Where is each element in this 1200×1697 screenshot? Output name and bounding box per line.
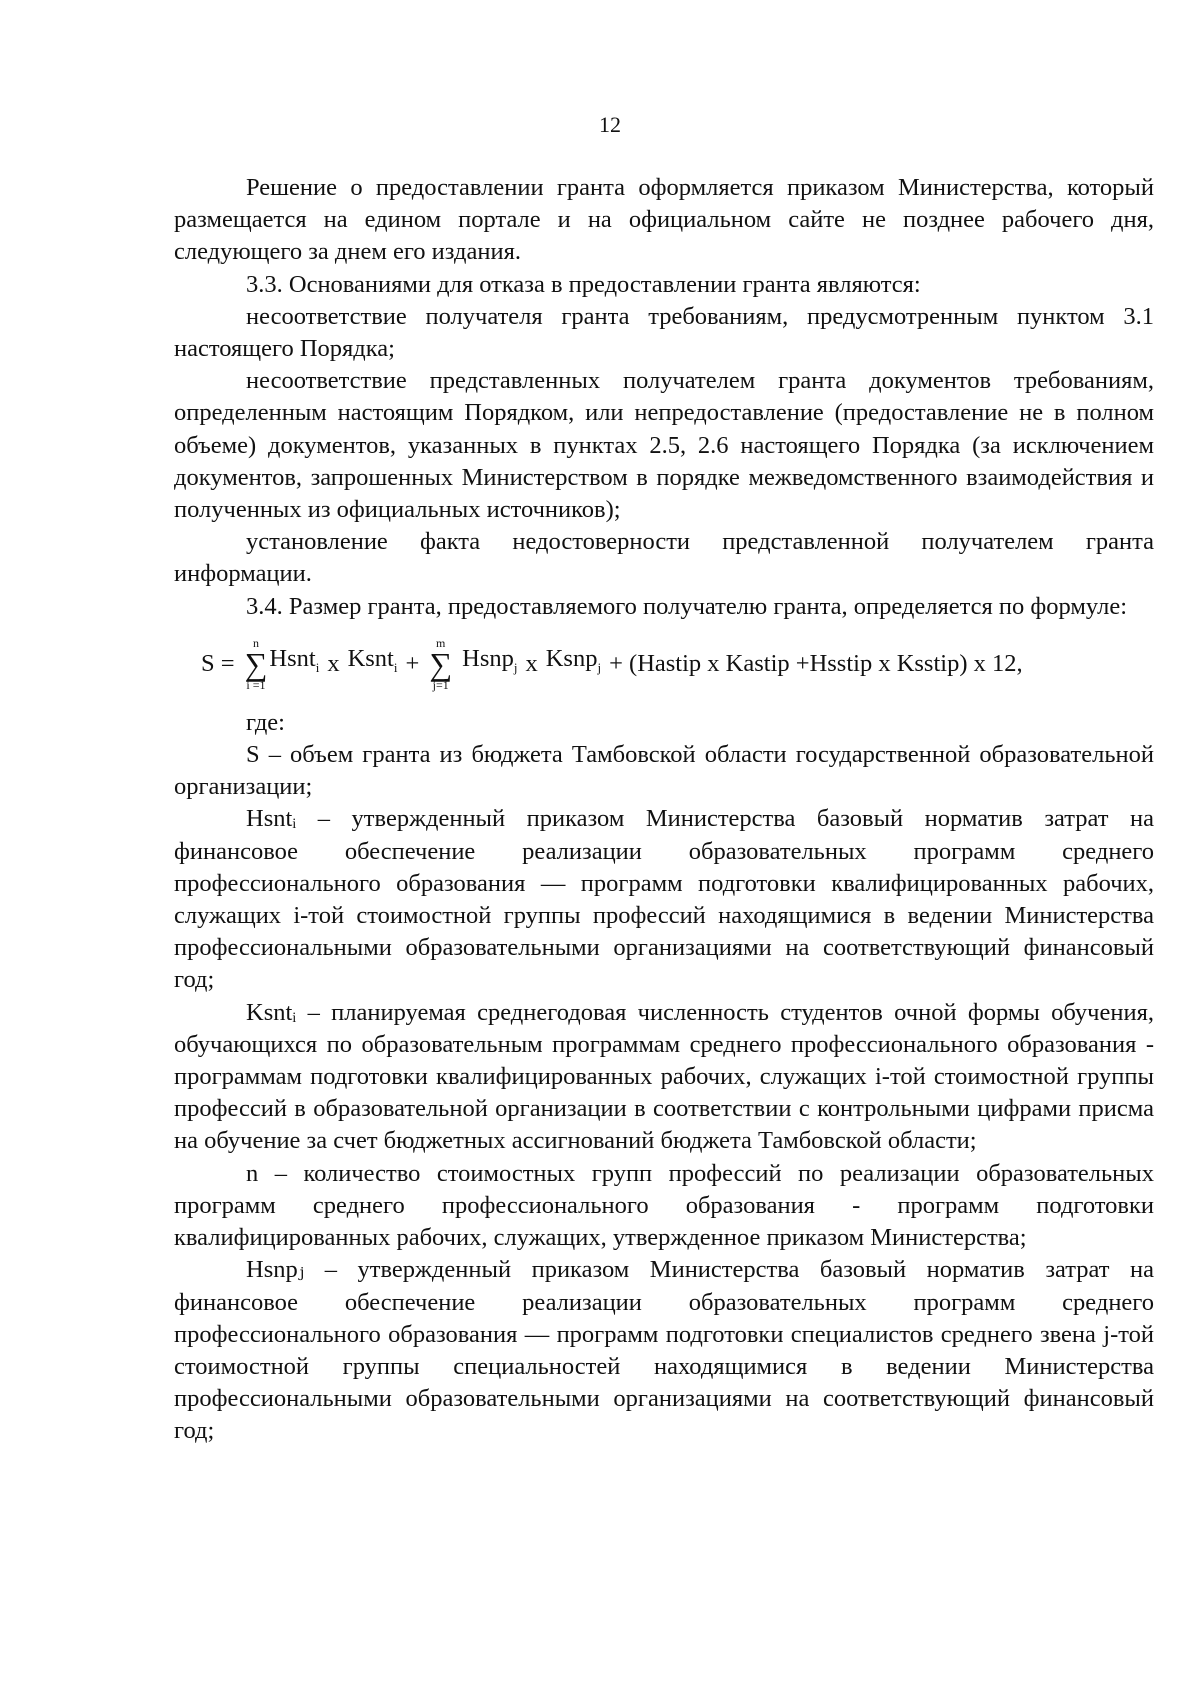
term-hsnp: Hsnp$_j$ bbox=[462, 645, 518, 676]
definition-hsnp: Hsnpⱼ – утвержденный приказом Министерства базовый норматив затрат на финансовое обеспечение реализации образовательных программ среднего профессионального образования — программ подготовки специалистов среднего звена j-той стоимостной группы специальностей находящимися в ведении Министерства профессиональными образовательными организациями на соответствующий финансовый год; bbox=[174, 1256, 1154, 1445]
times-sign: x bbox=[327, 649, 340, 677]
sum-lower-limit: i =1 bbox=[246, 677, 266, 692]
page-number: 12 bbox=[599, 112, 621, 137]
definition-s: S – объем гранта из бюджета Тамбовской области государственной образовательной организации; bbox=[174, 741, 1154, 801]
sigma-symbol: ∑ bbox=[429, 645, 453, 682]
term-ksnt: Ksnt$_i$ bbox=[347, 645, 398, 676]
definition-hsnt: Hsntᵢ – утвержденный приказом Министерства базовый норматив затрат на финансовое обеспечение реализации образовательных программ среднего профессионального образования — программ подготовки квалифицированных рабочих, служащих i-той стоимостной группы профессий находящимися в ведении Министерства профессиональными образовательными организациями на соответствующий финансовый год; bbox=[174, 805, 1154, 994]
paragraph-3-3-heading: 3.3. Основаниями для отказа в предоставлении гранта являются: bbox=[246, 270, 921, 298]
definition-n: n – количество стоимостных групп профессий по реализации образовательных программ среднего профессионального образования - программ подготовки квалифицированных рабочих, служащих, утвержденное приказом Министерства; bbox=[174, 1159, 1154, 1252]
sigma-symbol: ∑ bbox=[244, 645, 268, 682]
term-hsnt: Hsnt$_i$ bbox=[269, 645, 320, 676]
paragraph-refusal-reason-2: несоответствие представленных получателем гранта документов требованиям, определенным настоящим Порядком, или непредоставление (предоставление не в полном объеме) документов, указанных в пунктах 2.5, 2.6 настоящего Порядка (за исключением документов, запрошенных Министерством в порядке межведомственного взаимодействия и полученных из официальных источников); bbox=[174, 367, 1154, 524]
summation-j bbox=[429, 637, 452, 691]
summation-i bbox=[245, 637, 268, 691]
document-body bbox=[174, 172, 1154, 1448]
formula-tail: + (Hastip x Kastip +Hsstip x Ksstip) x 12, bbox=[609, 649, 1023, 677]
grant-formula bbox=[201, 625, 1154, 703]
sum-lower-limit: j=1 bbox=[432, 677, 449, 692]
paragraph-refusal-reason-3: установление факта недостоверности представленной получателем гранта информации. bbox=[174, 528, 1154, 588]
where-label: где: bbox=[246, 708, 285, 736]
sum-upper-limit: m bbox=[436, 635, 446, 650]
plus-sign: + bbox=[405, 649, 420, 677]
sum-upper-limit: n bbox=[252, 635, 259, 650]
definitions-list bbox=[174, 739, 1154, 1447]
formula-lhs: S = bbox=[201, 649, 235, 677]
paragraph-refusal-reason-1: несоответствие получателя гранта требованиям, предусмотренным пунктом 3.1 настоящего Порядка; bbox=[174, 302, 1154, 363]
paragraph-decision: Решение о предоставлении гранта оформляется приказом Министерства, который размещается на едином портале и на официальном сайте не позднее рабочего дня, следующего за днем его издания. bbox=[174, 174, 1154, 266]
paragraph-3-4-heading: 3.4. Размер гранта, предоставляемого получателю гранта, определяется по формуле: bbox=[246, 592, 1127, 620]
times-sign: x bbox=[525, 649, 538, 677]
term-ksnp: Ksnp$_j$ bbox=[545, 645, 602, 676]
definition-ksnt: Ksntᵢ – планируемая среднегодовая численность студентов очной формы обучения, обучающихся по образовательным программам среднего профессионального образования - программам подготовки квалифицированных рабочих, служащих i-той стоимостной группы профессий в образовательной организации в соответствии с контрольными цифрами присма на обучение за счет бюджетных ассигнований бюджета Тамбовской области; bbox=[174, 998, 1154, 1155]
